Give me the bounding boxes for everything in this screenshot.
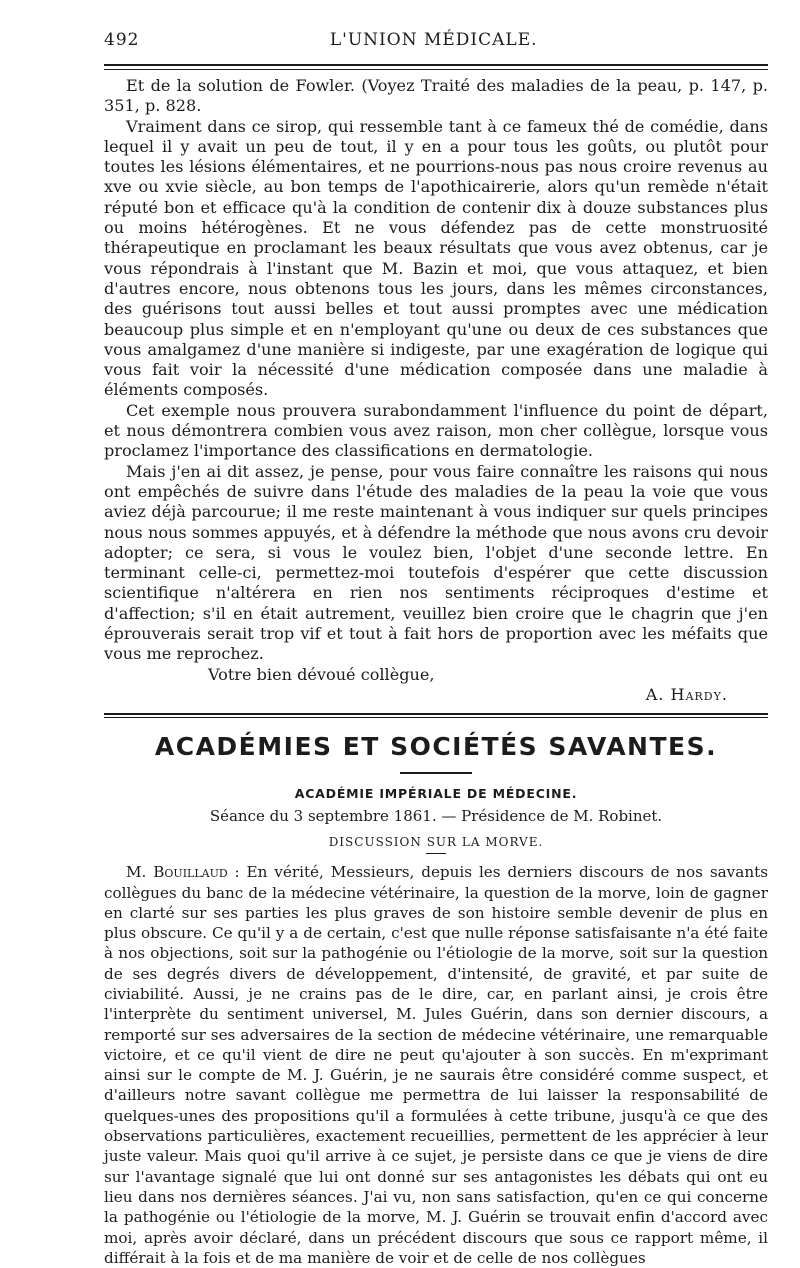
letter-closing: Votre bien dévoué collègue,	[208, 664, 435, 684]
header-rule-thin	[104, 69, 768, 70]
speech-text: En vérité, Messieurs, depuis les derniers discours de nos savants collègues du banc de la médecine vétérinaire, la question de la morve, loin de gagner en clarté sur ses parties les plus graves de son histoire semble devenir de plus en plus obscure. Ce qu'il y a de certain, c'est que nulle réponse satisfaisante n'a été faite à nos objections, soit sur la pathogénie ou l'étiologie de la morve, soit sur la question de ses degrés divers de développement, d'intensité, de gravité, et par suite de civiabilité. Aussi, je ne crains pas de le dire, car, en parlant ainsi, je crois être l'interprète du sentiment universel, M. Jules Guérin, dans son dernier discours, a remporté sur ses adversaires de la section de médecine vétérinaire, une remarquable victoire, et ce qu'il vient de dire ne peut qu'ajouter à son succès. En m'exprimant ainsi sur le compte de M. J. Guérin, je ne saurais être considéré comme suspect, et d'ailleurs notre savant collègue me permettra de lui laisser la responsabilité de quelques-unes des propositions qu'il a formulées à cette tribune, jusqu'à ce que des observations particulières, exactement recueillies, permettent de les apprécier à leur juste valeur. Mais quoi qu'il arrive à ce sujet, je persiste dans ce que je viens de dire sur l'avantage signalé que lui ont donné sur ses antagonistes les débats qui ont eu lieu dans nos dernières séances. J'ai vu, non sans satisfaction, qu'en ce qui concerne la pathogénie ou l'étiologie de la morve, M. J. Guérin se trouvait enfin d'accord avec moi, après avoir déclaré, dans un précédent discours que sous ce rapport même, il différait à la fois et de ma manière de voir et de celle de nos collègues	[104, 863, 768, 1267]
section-rule-top	[104, 713, 768, 715]
discussion-heading: DISCUSSION SUR LA MORVE.	[328, 835, 544, 850]
journal-title: L'UNION MÉDICALE.	[329, 30, 538, 50]
academy-body	[104, 862, 768, 1268]
section-title-rule	[400, 772, 472, 774]
academy-heading: ACADÉMIE IMPÉRIALE DE MÉDECINE.	[294, 786, 578, 802]
section-title: ACADÉMIES ET SOCIÉTÉS SAVANTES.	[154, 732, 718, 762]
speaker-name: M. Bouillaud :	[126, 863, 240, 882]
running-header	[104, 30, 768, 54]
letter-paragraph-4: Mais j'en ai dit assez, je pense, pour vous faire connaître les raisons qui nous ont empêchés de suivre dans l'étude des maladies de la peau la voie que vous aviez déjà parcourue; il me reste maintenant à vous indiquer sur quels principes nous nous sommes appuyés, et à défendre la méthode que nous avons cru devoir adopter; ce sera, si vous le voulez bien, l'objet d'une seconde lettre. En terminant celle-ci, permettez-moi toutefois d'espérer que cette discussion scientifique n'altérera en rien nos sentiments réciproques d'estime et d'affection; s'il en était autrement, veuillez bien croire que le chagrin que j'en éprouverais serait trop vif et tout à fait hors de proportion avec les méfaits que vous me reprochez.	[104, 461, 768, 664]
section-rule-bottom	[104, 717, 768, 718]
letter-body	[104, 76, 768, 665]
seance-line: Séance du 3 septembre 1861. — Présidence de M. Robinet.	[209, 807, 663, 826]
letter-paragraph-3: Cet exemple nous prouvera surabondamment l'influence du point de départ, et nous démontrera combien vous avez raison, mon cher collègue, lorsque vous proclamez l'importance des classifications en dermatologie.	[104, 400, 768, 461]
header-rule	[104, 64, 768, 66]
letter-paragraph-1: Et de la solution de Fowler. (Voyez Traité des maladies de la peau, p. 147, p. 351, p. 828.	[104, 76, 768, 116]
letter-signature: A. Hardy.	[645, 684, 728, 704]
page-number: 492	[104, 30, 140, 50]
academy-paragraph	[104, 862, 768, 1268]
letter-paragraph-2: Vraiment dans ce sirop, qui ressemble tant à ce fameux thé de comédie, dans lequel il y avait un peu de tout, il y en a pour tous les goûts, ou plutôt pour toutes les lésions élémentaires, et ne pourrions-nous pas nous croire revenus au xve ou xvie siècle, au bon temps de l'apothicairerie, alors qu'un remède n'était réputé bon et efficace qu'à la condition de contenir dix à douze substances plus ou moins hétérogènes. Et ne vous défendez pas de cette monstruosité thérapeutique en proclamant les beaux résultats que vous avez obtenus, car je vous répondrais à l'instant que M. Bazin et moi, que vous attaquez, et bien d'autres encore, nous obtenons tous les jours, dans les mêmes circonstances, des guérisons tout aussi belles et tout aussi promptes avec une médication beaucoup plus simple et en n'employant qu'une ou deux de ces substances que vous amalgamez d'une manière si indigeste, par une exagération de logique qui vous fait voir la nécessité d'une médication composée dans une maladie à éléments composés.	[104, 116, 768, 400]
discussion-rule	[426, 853, 446, 854]
